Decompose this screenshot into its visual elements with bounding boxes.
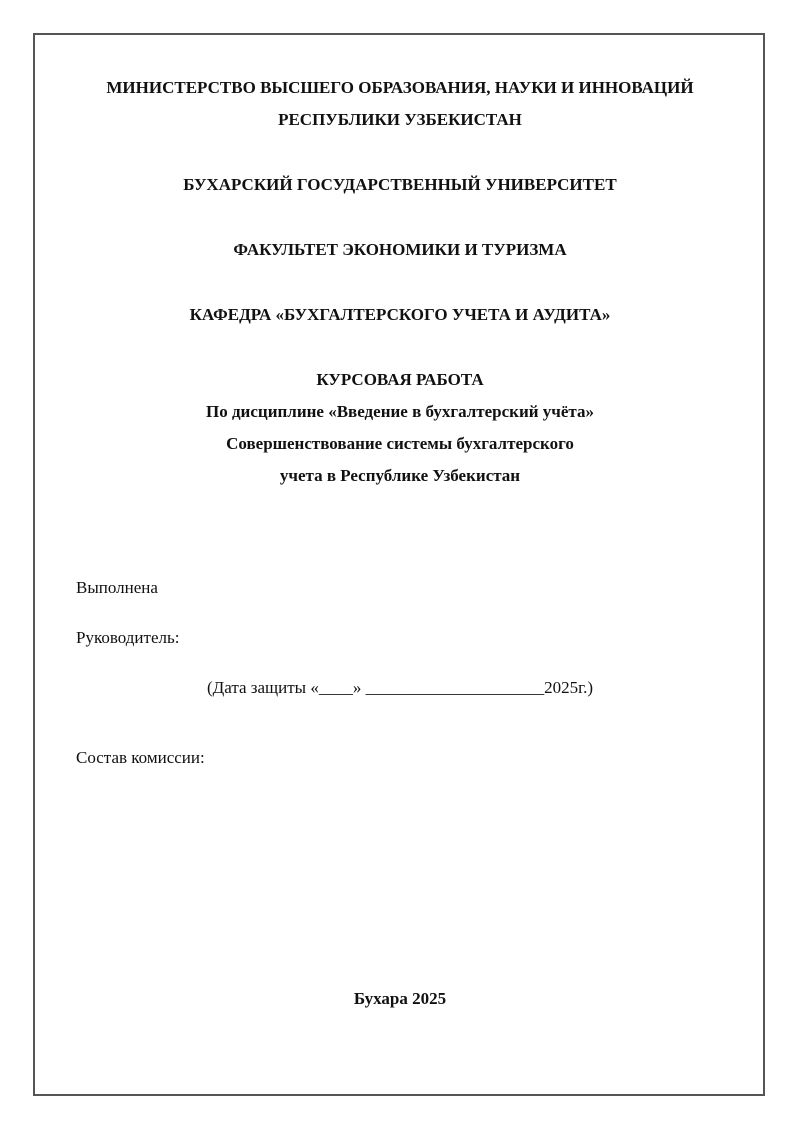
ministry-line-2: РЕСПУБЛИКИ УЗБЕКИСТАН [278,110,522,129]
faculty-name: ФАКУЛЬТЕТ ЭКОНОМИКИ И ТУРИЗМА [233,240,567,259]
topic-line-1: Совершенствование системы бухгалтерского [226,434,574,453]
work-type: КУРСОВАЯ РАБОТА [316,370,484,389]
discipline-line: По дисциплине «Введение в бухгалтерский учёта» [205,402,594,421]
university-name: БУХАРСКИЙ ГОСУДАРСТВЕННЫЙ УНИВЕРСИТЕТ [183,175,617,194]
city-year: Бухара 2025 [353,989,447,1008]
commission-label: Состав комиссии: [76,748,205,767]
topic-line-2: учета в Республике Узбекистан [279,466,521,485]
defense-date-line: (Дата защиты «____» _____________________2025г.) [206,678,594,697]
ministry-line-1: МИНИСТЕРСТВО ВЫСШЕГО ОБРАЗОВАНИЯ, НАУКИ И ИННОВАЦИЙ [106,78,694,97]
completed-by-label: Выполнена [76,578,158,597]
department-name: КАФЕДРА «БУХГАЛТЕРСКОГО УЧЕТА И АУДИТА» [189,305,611,324]
supervisor-label: Руководитель: [76,628,180,647]
